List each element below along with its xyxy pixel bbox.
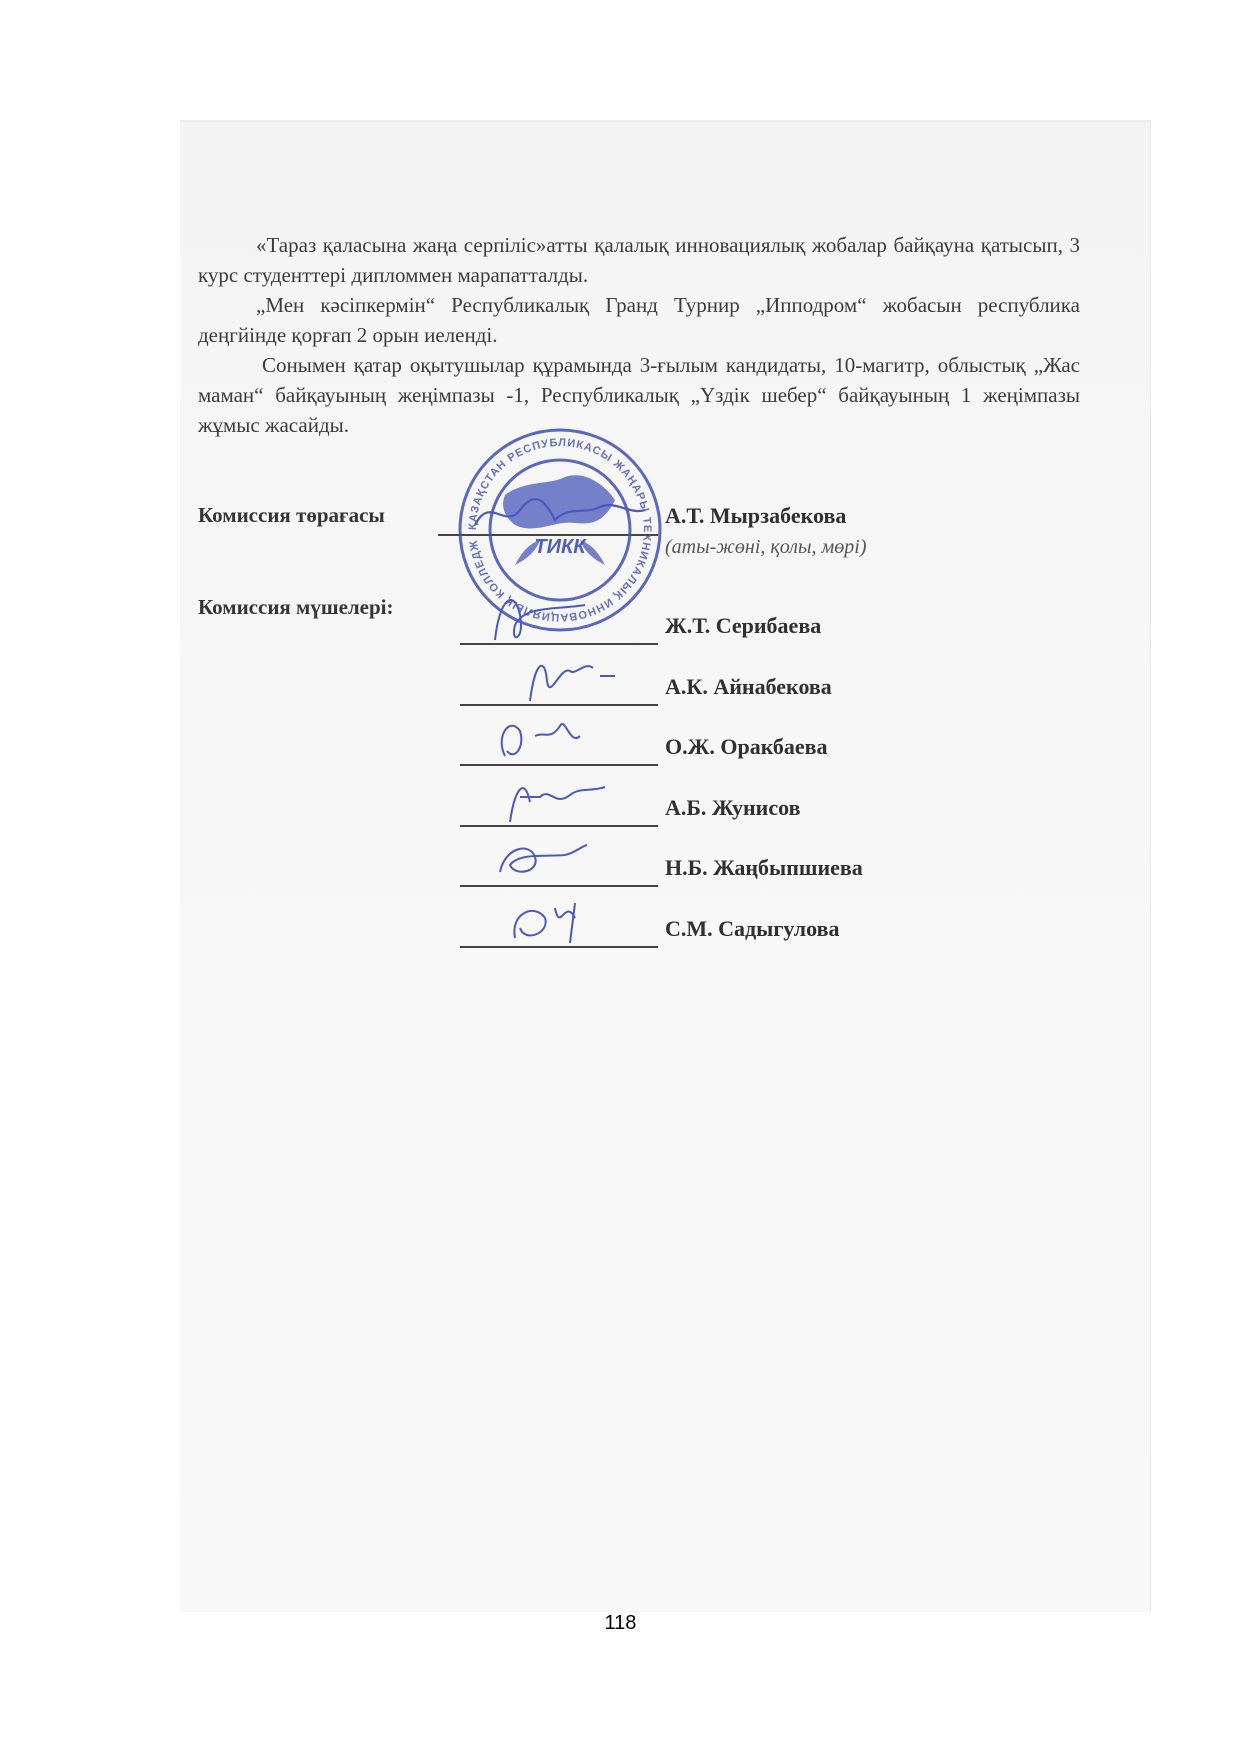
svg-text:ҚАЗАҚСТАН РЕСПУБЛИКАСЫ ЖАҢАРЫ [467,437,653,623]
page-number: 118 [604,1612,637,1634]
member-signature-line [460,764,658,766]
paragraph-1: «Тараз қаласына жаңа серпіліс»атты қалалық инновациялық жобалар байқауна қатысып, 3 курс студенттері дипломмен марапатталды. [198,233,1080,287]
member-signature-line [460,704,658,706]
member-name: С.М. Садыгулова [665,915,840,941]
paragraph-2: „Мен кәсіпкермін“ Республикалық Гранд Турнир „Ипподром“ жобасын республика деңгйінде қорғап 2 орын иеленді. [198,293,1080,347]
chair-label: Комиссия төрағасы [198,503,385,527]
member-name: А.К. Айнабекова [665,673,832,699]
stamp-ring-text: ҚАЗАҚСТАН РЕСПУБЛИКАСЫ ЖАҢАРЫ ТЕХНИКАЛЫҚ ИННОВАЦИЯЛЫҚ КОЛЛЕДЖ [466,436,654,624]
official-stamp [455,425,665,635]
members-label: Комиссия мүшелері: [198,595,394,619]
chair-name: А.Т. Мырзабекова [665,503,847,528]
chair-caption: (аты-жөні, қолы, мөрі) [665,536,867,558]
member-signature-line [460,946,658,948]
member-name: О.Ж. Оракбаева [665,734,828,759]
member-name: А.Б. Жунисов [665,794,801,820]
member-signature-line [460,885,658,887]
member-signature-line [460,643,658,645]
paragraph-3: Сонымен қатар оқытушылар құрамында 3-ғылым кандидаты, 10-магитр, облыстық „Жас маман“ байқауының жеңімпазы -1, Республикалық „Үздік шебер“ байқауының 1 жеңімпазы жұмыс жасайды. [198,353,1080,437]
member-name: Н.Б. Жаңбыпшиева [665,855,863,880]
stamp-center-text: ТИКК [534,536,586,558]
member-name: Ж.Т. Серибаева [665,613,822,638]
member-signature-line [460,825,658,827]
